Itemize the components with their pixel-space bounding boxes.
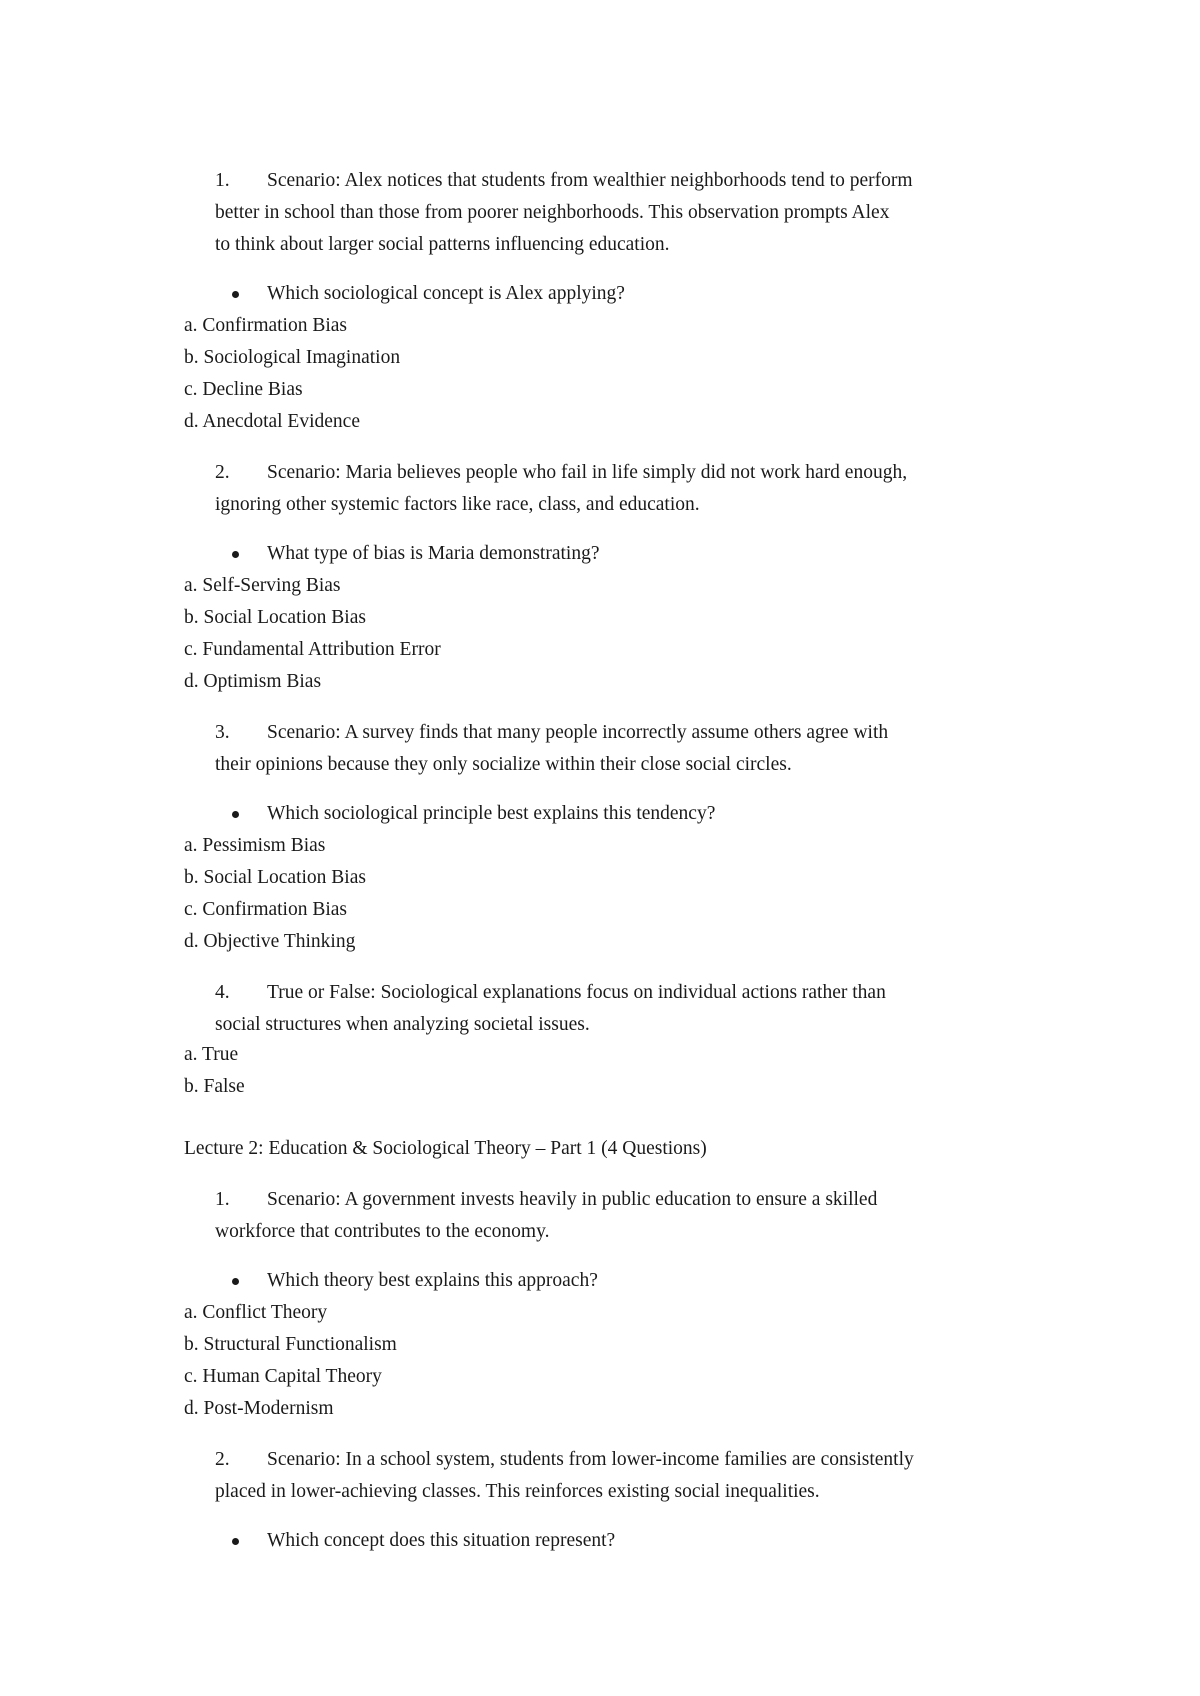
answer-option: a. Self-Serving Bias [184, 575, 341, 596]
answer-option: b. False [184, 1076, 245, 1097]
question-number: 2. [215, 1449, 230, 1470]
question-prompt: Which sociological concept is Alex applying? [267, 283, 625, 304]
answer-option: d. Post-Modernism [184, 1398, 334, 1419]
answer-option: a. True [184, 1044, 239, 1065]
answer-option: c. Decline Bias [184, 379, 303, 400]
question-text: Scenario: In a school system, students from lower-income families are consistently [267, 1449, 914, 1470]
question-prompt: Which sociological principle best explains this tendency? [267, 803, 716, 824]
answer-option: c. Fundamental Attribution Error [184, 639, 441, 660]
answer-option: d. Anecdotal Evidence [184, 411, 360, 432]
bullet-icon [232, 1538, 239, 1545]
answer-option: a. Pessimism Bias [184, 835, 326, 856]
question-text: Scenario: Maria believes people who fail in life simply did not work hard enough, [267, 462, 908, 483]
bullet-icon [232, 811, 239, 818]
bullet-icon [232, 1278, 239, 1285]
answer-option: a. Conflict Theory [184, 1302, 328, 1323]
question-prompt: What type of bias is Maria demonstrating? [267, 543, 600, 564]
question-text: workforce that contributes to the economy. [215, 1221, 550, 1242]
answer-option: a. Confirmation Bias [184, 315, 348, 336]
question-text: better in school than those from poorer neighborhoods. This observation prompts Alex [215, 202, 890, 223]
question-number: 1. [215, 1189, 230, 1210]
answer-option: c. Confirmation Bias [184, 899, 348, 920]
answer-option: d. Optimism Bias [184, 671, 322, 692]
answer-option: d. Objective Thinking [184, 931, 356, 952]
question-text: True or False: Sociological explanations focus on individual actions rather than [267, 982, 886, 1003]
answer-option: b. Structural Functionalism [184, 1334, 397, 1355]
question-number: 3. [215, 722, 230, 743]
answer-option: b. Social Location Bias [184, 867, 366, 888]
question-text: to think about larger social patterns influencing education. [215, 234, 670, 255]
question-text: Scenario: Alex notices that students from wealthier neighborhoods tend to perform [267, 170, 913, 191]
question-prompt: Which theory best explains this approach? [267, 1270, 598, 1291]
question-number: 4. [215, 982, 230, 1003]
question-prompt: Which concept does this situation represent? [267, 1530, 616, 1551]
bullet-icon [232, 291, 239, 298]
question-text: Scenario: A government invests heavily in public education to ensure a skilled [267, 1189, 878, 1210]
question-text: Scenario: A survey finds that many people incorrectly assume others agree with [267, 722, 889, 743]
question-text: placed in lower-achieving classes. This reinforces existing social inequalities. [215, 1481, 820, 1502]
question-number: 2. [215, 462, 230, 483]
answer-option: c. Human Capital Theory [184, 1366, 382, 1387]
question-number: 1. [215, 170, 230, 191]
bullet-icon [232, 551, 239, 558]
section-heading: Lecture 2: Education & Sociological Theory – Part 1 (4 Questions) [184, 1138, 707, 1159]
answer-option: b. Sociological Imagination [184, 347, 401, 368]
question-text: social structures when analyzing societal issues. [215, 1014, 590, 1035]
question-text: their opinions because they only socialize within their close social circles. [215, 754, 792, 775]
answer-option: b. Social Location Bias [184, 607, 366, 628]
question-text: ignoring other systemic factors like race, class, and education. [215, 494, 700, 515]
